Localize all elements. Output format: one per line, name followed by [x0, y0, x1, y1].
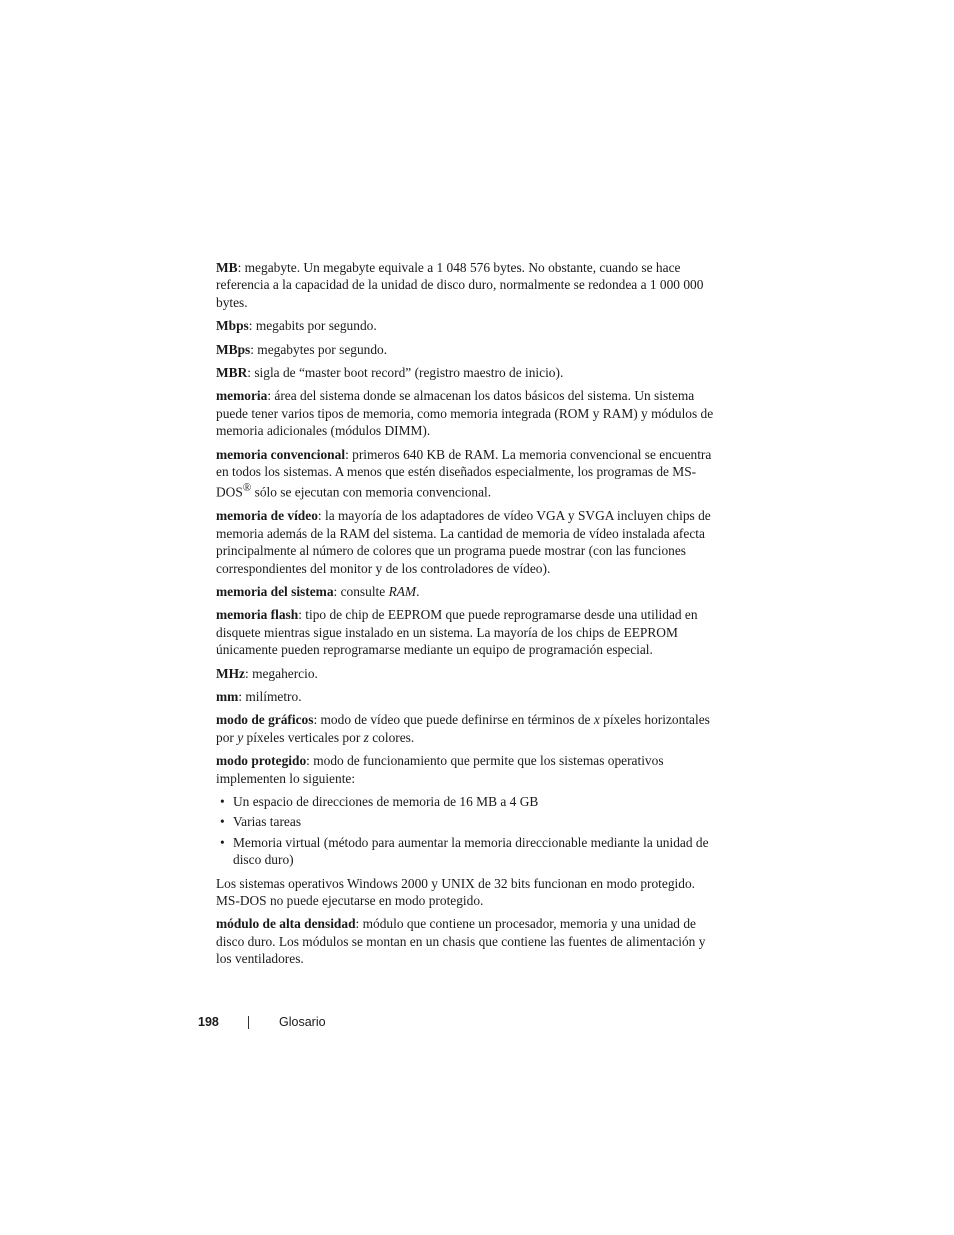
entry-mbr — [216, 364, 716, 381]
term-modulo-alta-densidad: módulo de alta densidad — [216, 916, 356, 932]
cross-reference-ram: RAM — [388, 583, 417, 599]
definition-modo-graficos-4: colores. — [368, 729, 415, 745]
term-modo-protegido: modo protegido — [216, 753, 307, 769]
entry-memoria-convencional — [216, 446, 716, 502]
term-memoria: memoria — [216, 388, 268, 404]
term-modo-graficos: modo de gráficos — [216, 712, 314, 728]
list-item — [216, 813, 716, 830]
term-memoria-sistema: memoria del sistema — [216, 583, 334, 599]
definition-mbps-bits: : megabits por segundo. — [248, 318, 377, 334]
definition-mb: : megabyte. Un megabyte equivale a 1 048 576 bytes. No obstante, cuando se hace referencia a la capacidad de la unidad de disco duro, normalmente se redondea a 1 000 000 bytes. — [216, 260, 704, 310]
registered-mark: ® — [242, 482, 252, 495]
entry-mm — [216, 688, 716, 705]
term-memoria-video: memoria de vídeo — [216, 508, 318, 524]
term-mhz: MHz — [216, 665, 245, 681]
variable-y: y — [237, 729, 244, 745]
bullet-list — [216, 793, 716, 869]
footer-divider — [248, 1016, 249, 1029]
entry-mb — [216, 259, 716, 311]
list-item-text: Memoria virtual (método para aumentar la memoria direccionable mediante la unidad de disco duro) — [233, 834, 709, 868]
definition-mhz: : megahercio. — [245, 665, 318, 681]
entry-mhz — [216, 665, 716, 682]
list-item-text: Varias tareas — [233, 814, 302, 830]
list-item — [216, 834, 716, 869]
variable-z: z — [363, 729, 369, 745]
term-memoria-flash: memoria flash — [216, 607, 299, 623]
page-number: 198 — [198, 1015, 219, 1029]
term-memoria-convencional: memoria convencional — [216, 446, 346, 462]
entry-modo-protegido — [216, 752, 716, 787]
term-mbr: MBR — [216, 365, 248, 381]
term-mbps-bits: Mbps — [216, 318, 249, 334]
glossary-content — [216, 259, 716, 974]
bullet-icon: • — [220, 794, 225, 810]
entry-modulo-alta-densidad — [216, 915, 716, 967]
variable-x: x — [593, 712, 600, 728]
entry-mbps-bytes — [216, 341, 716, 358]
definition-memoria-flash: : tipo de chip de EEPROM que puede reprogramarse desde una utilidad en disquete mientras sigue instalado en un sistema. La mayoría de los chips de EEPROM únicamente pueden reprogramarse mediante un equipo de programación especial. — [216, 607, 698, 658]
definition-memoria-convencional: : primeros 640 KB de RAM. La memoria convencional se encuentra en todos los sistemas. A menos que estén diseñados especialmente, los programas de MS-DOS — [216, 446, 712, 500]
definition-modo-graficos-1: : modo de vídeo que puede definirse en términos de — [313, 712, 594, 728]
term-mm: mm — [216, 689, 239, 704]
definition-mm: : milímetro. — [238, 689, 302, 704]
definition-mbps-bytes: : megabytes por segundo. — [250, 341, 388, 357]
definition-mbr: : sigla de “master boot record” (registro maestro de inicio). — [247, 365, 564, 381]
definition-modulo-alta-densidad: : módulo que contiene un procesador, memoria y una unidad de disco duro. Los módulos se montan en un chasis que contiene las fuentes de alimentación y los ventiladores. — [216, 916, 706, 967]
section-title: Glosario — [279, 1015, 326, 1029]
definition-memoria-video: : la mayoría de los adaptadores de vídeo VGA y SVGA incluyen chips de memoria además de la RAM del sistema. La cantidad de memoria de vídeo instalada afecta principalmente al número de colores que un programa puede mostrar (con las funciones correspondientes del monitor y de los controladores de vídeo). — [216, 508, 711, 576]
bullet-icon: • — [220, 834, 225, 850]
entry-modo-graficos — [216, 711, 716, 746]
paragraph-modo-protegido-note: Los sistemas operativos Windows 2000 y UNIX de 32 bits funcionan en modo protegido. MS-DOS no puede ejecutarse en modo protegido. — [216, 875, 695, 909]
bullet-icon: • — [220, 814, 225, 830]
term-mbps-bytes: MBps — [216, 341, 251, 357]
definition-memoria-sistema-end: . — [416, 583, 420, 599]
entry-memoria — [216, 387, 716, 439]
list-item — [216, 793, 716, 810]
definition-memoria-convencional-end: sólo se ejecutan con memoria convencional. — [251, 484, 492, 500]
term-mb: MB — [216, 260, 238, 275]
entry-memoria-sistema — [216, 583, 716, 600]
definition-modo-protegido: : modo de funcionamiento que permite que los sistemas operativos implementen lo siguiente: — [216, 753, 664, 786]
entry-memoria-flash — [216, 606, 716, 658]
entry-mbps-bits — [216, 317, 716, 334]
list-item-text: Un espacio de direcciones de memoria de 16 MB a 4 GB — [233, 794, 539, 810]
definition-modo-graficos-2: píxeles horizontales por — [216, 712, 710, 745]
definition-modo-graficos-3: píxeles verticales por — [243, 729, 364, 745]
entry-memoria-video — [216, 507, 716, 577]
definition-memoria: : área del sistema donde se almacenan los datos básicos del sistema. Un sistema puede tener varios tipos de memoria, como memoria integrada (ROM y RAM) y módulos de memoria adicionales (módulos DIMM). — [216, 388, 714, 439]
definition-memoria-sistema: : consulte — [333, 583, 389, 599]
